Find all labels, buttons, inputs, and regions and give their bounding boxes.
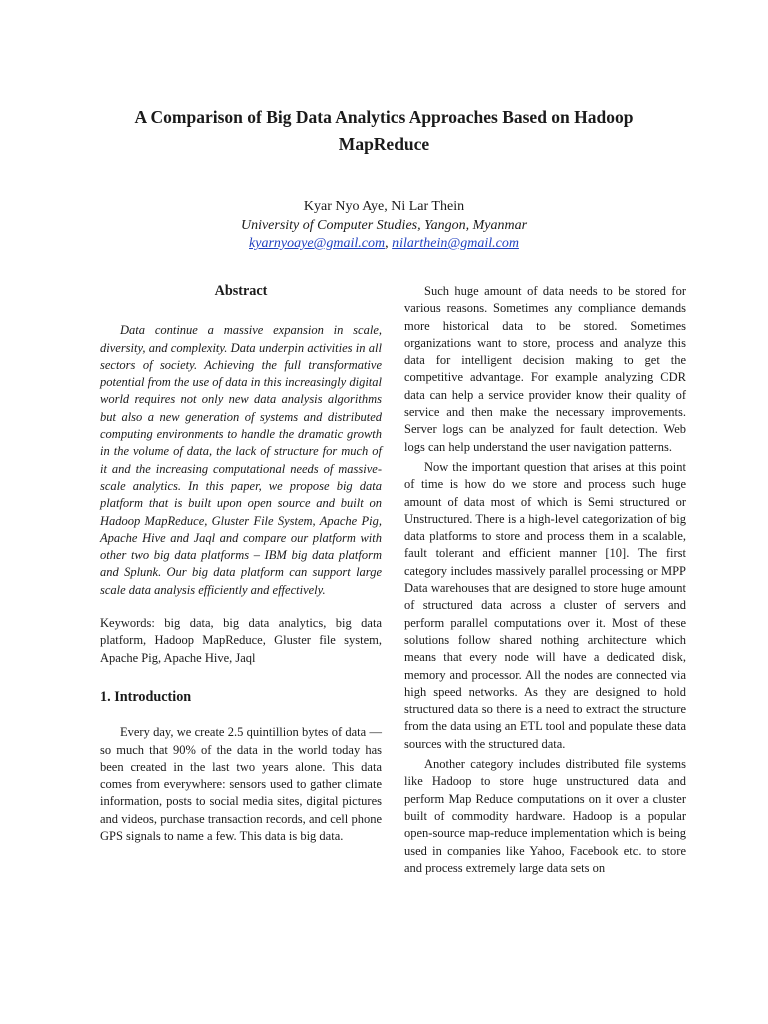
intro-paragraph-1: Every day, we create 2.5 quintillion bytes of data — so much that 90% of the data in the world today has been created in the last two years alone. This data comes from everywhere: sensors used to gather climate information, posts to social media sites, digital pictures and videos, purchase transaction records, and cell phone GPS signals to name a few. This data is big data.: [100, 725, 382, 844]
paper-title: A Comparison of Big Data Analytics Approaches Based on Hadoop MapReduce: [134, 107, 634, 154]
right-paragraph-2: Now the important question that arises at this point of time is how do we store and process such huge amount of data most of which is Semi structured or Unstructured. There is a high-level categorization of big data platforms to store and process them in a scalable, fault tolerant and efficient manner [10]. The first category includes massively parallel processing or MPP Data warehouses that are designed to store huge amount of structured data across a cluster of servers and perform parallel computations over it. Most of these solutions follow shared nothing architecture which means that every node will have a dedicated disk, memory and processor. All the nodes are connected via high speed networks. As they are designed to hold structured data so there is a need to extract the structure from the data using an ETL tool and populate these data sources with the structured data.: [404, 459, 686, 751]
affiliation: University of Computer Studies, Yangon, Myanmar: [240, 217, 528, 233]
author-names: Kyar Nyo Aye, Ni Lar Thein: [303, 199, 465, 214]
right-column: [404, 283, 686, 877]
email-link-2[interactable]: nilarthein@gmail.com: [392, 236, 519, 251]
left-column: [100, 283, 382, 845]
introduction-heading: 1. Introduction: [100, 688, 192, 705]
abstract-text: Data continue a massive expansion in scale, diversity, and complexity. Data underpin activities in all sectors of society. Achieving the full transformative potential from the use of data in this increasingly digital world requires not only new data analysis algorithms but also a new generation of systems and distributed computing environments to handle the dramatic growth in the volume of data, the lack of structure for much of it and the increasing computational needs of massive-scale analytics. In this paper, we propose big data platform that is built upon open source and built on Hadoop MapReduce, Gluster File System, Apache Pig, Apache Hive and Jaql and compare our platform with other two big data platforms – IBM big data platform and Splunk. Our big data platform can support large scale data analysis efficiently and effectively.: [100, 323, 382, 597]
right-paragraph-3: Another category includes distributed file systems like Hadoop to store huge unstructured data and perform Map Reduce computations on it over a cluster built of commodity hardware. Hadoop is a popular open-source map-reduce implementation which is being used in companies like Yahoo, Facebook etc. to store and process extremely large data sets on: [404, 757, 686, 875]
author-block: [0, 198, 768, 254]
keywords: Keywords: big data, big data analytics, big data platform, Hadoop MapReduce, Gluster file system, Apache Pig, Apache Hive, Jaql: [100, 616, 382, 665]
right-paragraph-1: Such huge amount of data needs to be stored for various reasons. Sometimes any compliance demands more historical data to be stored. Sometimes organizations want to store, process and analyze this data for intelligent decision making to get the competitive advantage. For example analyzing CDR data can help a service provider know their quality of service and then make the necessary improvements. Server logs can be analyzed for fault detection. Web logs can help understand the user navigation patterns.: [404, 284, 686, 454]
email-link-1[interactable]: kyarnyoaye@gmail.com: [249, 236, 386, 251]
email-separator: ,: [385, 236, 393, 251]
email-line: [0, 235, 768, 254]
abstract-heading: Abstract: [214, 283, 268, 299]
